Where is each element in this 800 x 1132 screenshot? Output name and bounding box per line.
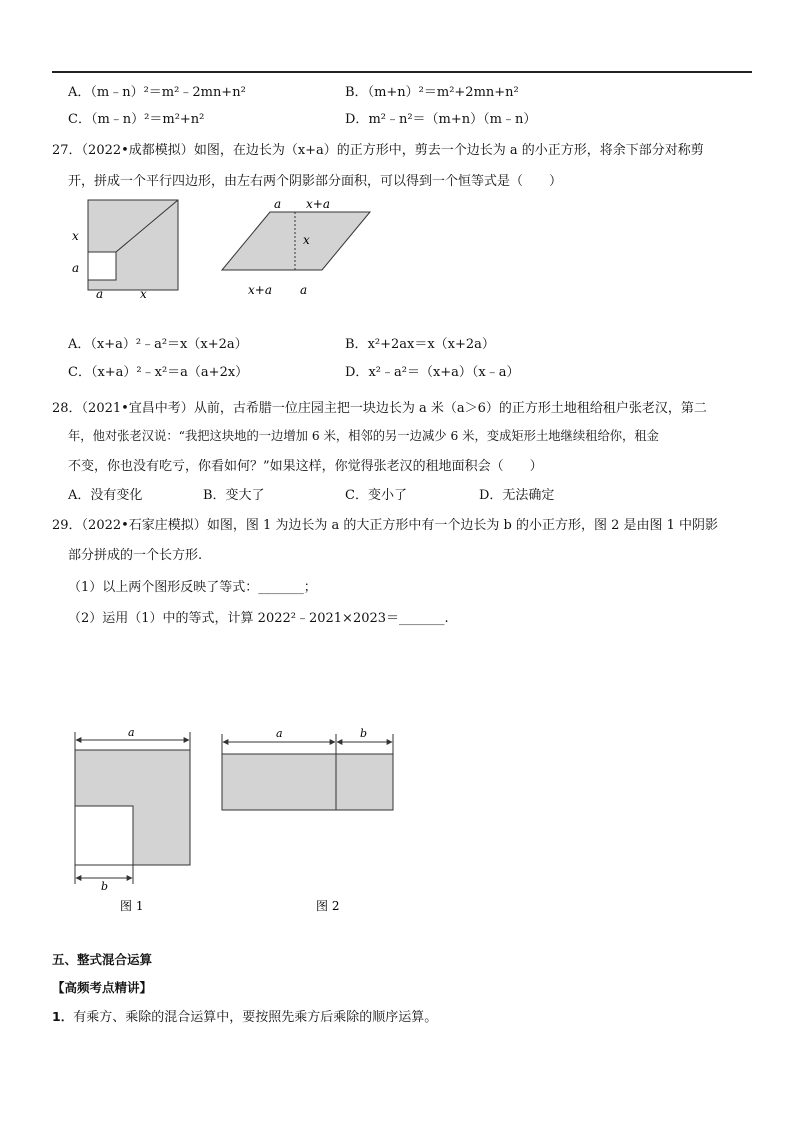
question-source: （2022•成都模拟） bbox=[81, 143, 194, 158]
label-xa-bottom: x+a bbox=[248, 283, 272, 297]
option-label: A． bbox=[68, 337, 91, 352]
q27-stem-line1 bbox=[52, 139, 704, 158]
q28-stem-line2: 年，他对张老汉说：“我把这块地的一边增加 6 米，相邻的另一边减少 6 米，变成矩形土地继续租给你，租金 bbox=[68, 429, 659, 443]
key-point-1 bbox=[52, 1006, 437, 1025]
question-source: （2021•宜昌中考） bbox=[81, 401, 194, 416]
q28-option-d: D．无法确定 bbox=[479, 488, 555, 503]
q27-option-b bbox=[345, 333, 495, 352]
label-x-height: x bbox=[303, 233, 310, 247]
figure-1 bbox=[75, 726, 190, 913]
option-text: x²+2ax＝x（x+2a） bbox=[367, 337, 495, 352]
question-number: 27． bbox=[52, 143, 82, 158]
figure-2 bbox=[222, 727, 393, 913]
q29-stem-line1 bbox=[52, 514, 718, 533]
q26-option-a bbox=[68, 81, 246, 100]
section-title: 五、整式混合运算 bbox=[52, 952, 153, 967]
option-text: （m﹣n）²＝m²﹣2mn+n² bbox=[90, 85, 246, 100]
question-text: 从前，古希腊一位庄园主把一块边长为 a 米（a＞6）的正方形土地租给租户张老汉，第二 bbox=[193, 401, 707, 416]
header-rule bbox=[52, 71, 752, 73]
q27-option-d bbox=[345, 361, 520, 380]
fig1-label-b: b bbox=[101, 880, 109, 893]
point-text: 有乘方、乘除的混合运算中，要按照先乘方后乘除的顺序运算。 bbox=[73, 1010, 438, 1025]
label-a-bottomright: a bbox=[300, 283, 308, 297]
point-number: 1． bbox=[52, 1009, 74, 1024]
small-square bbox=[75, 806, 133, 865]
fig2-label-a: a bbox=[276, 727, 283, 740]
option-label: B． bbox=[345, 337, 368, 352]
section-subtitle: 【高频考点精讲】 bbox=[52, 980, 153, 995]
q27-option-c bbox=[68, 361, 248, 380]
label-xa-top: x+a bbox=[306, 197, 330, 211]
option-label: C． bbox=[68, 112, 91, 127]
q29-sub2: （2）运用（1）中的等式，计算 2022²﹣2021×2023＝_______. bbox=[68, 611, 449, 626]
q28-option-c: C．变小了 bbox=[345, 488, 407, 503]
label-a-left: a bbox=[72, 261, 80, 275]
option-text: （m﹣n）²＝m²+n² bbox=[90, 112, 205, 127]
q27-figure bbox=[60, 190, 390, 305]
fig1-caption: 图 1 bbox=[120, 899, 144, 913]
q26-option-d bbox=[345, 108, 536, 127]
question-text: 如图，图 1 为边长为 a 的大正方形中有一个边长为 b 的小正方形，图 2 是由图 1 中阴影 bbox=[206, 518, 719, 533]
option-text: （x+a）²﹣x²＝a（a+2x） bbox=[90, 365, 249, 380]
option-label: B． bbox=[345, 85, 368, 100]
question-text: 如图，在边长为（x+a）的正方形中，剪去一个边长为 a 的小正方形，将余下部分对称剪 bbox=[193, 143, 704, 158]
q28-option-b: B．变大了 bbox=[203, 488, 265, 503]
parallelogram bbox=[222, 212, 370, 270]
label-x-bottom: x bbox=[140, 287, 147, 301]
option-label: D． bbox=[345, 112, 369, 127]
rectangle bbox=[222, 754, 393, 810]
q29-figures bbox=[60, 722, 410, 917]
question-source: （2022•石家庄模拟） bbox=[81, 518, 207, 533]
label-a-top: a bbox=[274, 197, 282, 211]
option-label: D． bbox=[345, 365, 369, 380]
option-label: C． bbox=[68, 365, 91, 380]
q29-sub1: （1）以上两个图形反映了等式：_______； bbox=[68, 580, 317, 595]
option-text: m²﹣n²＝（m+n）（m﹣n） bbox=[368, 112, 537, 127]
fig2-label-b: b bbox=[360, 727, 368, 740]
option-label: A． bbox=[68, 85, 91, 100]
option-text: （x+a）²﹣a²＝x（x+2a） bbox=[90, 337, 248, 352]
q28-option-a: A．没有变化 bbox=[68, 488, 143, 503]
fig2-caption: 图 2 bbox=[316, 899, 340, 913]
question-number: 29． bbox=[52, 518, 82, 533]
fig1-label-a: a bbox=[128, 726, 135, 739]
q28-stem-line1 bbox=[52, 397, 707, 416]
q29-stem-line2: 部分拼成的一个长方形. bbox=[68, 548, 203, 563]
option-text: x²﹣a²＝（x+a）（x﹣a） bbox=[368, 365, 520, 380]
q26-option-c bbox=[68, 108, 204, 127]
q26-option-b bbox=[345, 81, 519, 100]
label-x-left: x bbox=[72, 229, 79, 243]
q28-stem-line3: 不变，你也没有吃亏，你看如何？”如果这样，你觉得张老汉的租地面积会（ ） bbox=[68, 459, 543, 474]
small-square bbox=[88, 252, 116, 280]
option-text: （m+n）²＝m²+2mn+n² bbox=[367, 85, 519, 100]
q27-stem-line2: 开，拼成一个平行四边形，由左右两个阴影部分面积，可以得到一个恒等式是（ ） bbox=[68, 174, 563, 189]
q27-option-a bbox=[68, 333, 248, 352]
label-a-bottom: a bbox=[96, 287, 104, 301]
question-number: 28． bbox=[52, 401, 82, 416]
